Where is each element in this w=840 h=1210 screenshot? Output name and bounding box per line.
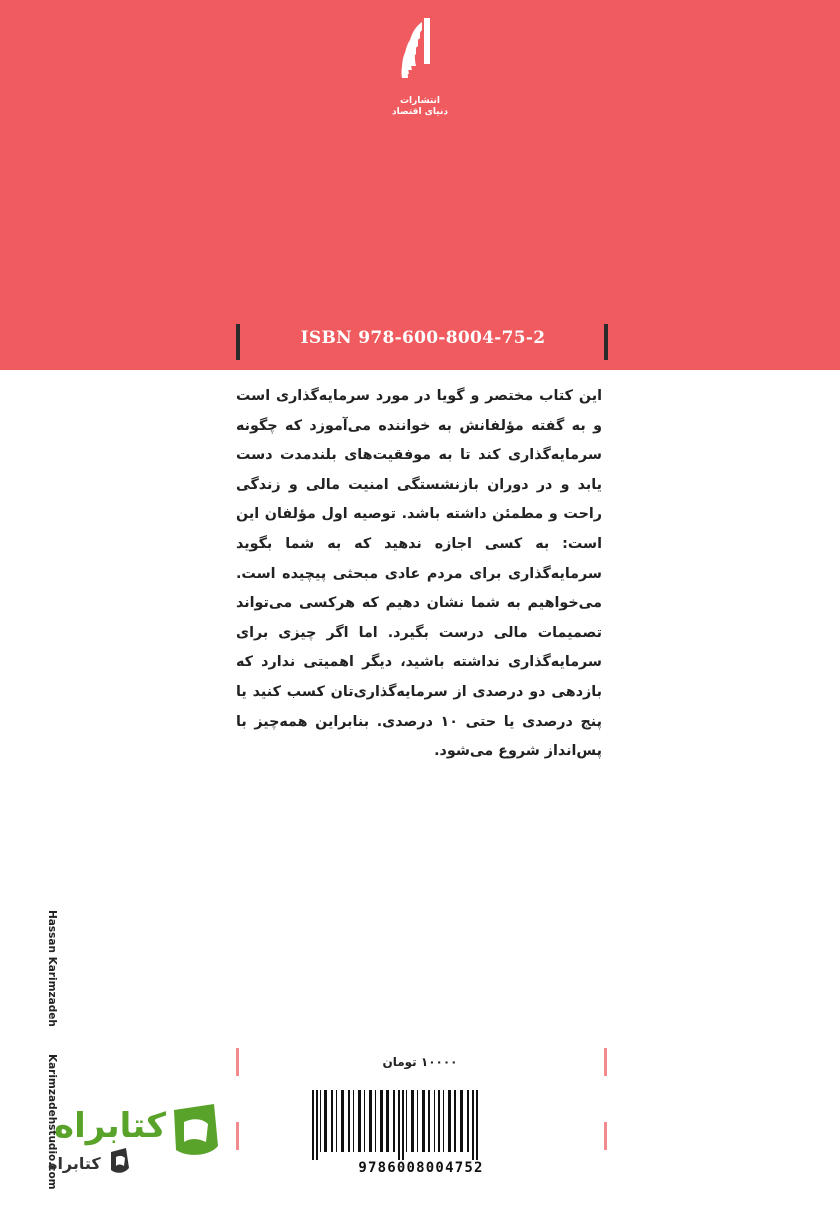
small-book-icon: [108, 1146, 132, 1176]
barcode-divider-left: [236, 1122, 239, 1150]
barcode-bar: [375, 1090, 376, 1152]
barcode-bar: [454, 1090, 456, 1152]
barcode-bar: [341, 1090, 344, 1152]
publisher-name: [370, 96, 470, 118]
isbn-divider-left: [236, 324, 240, 360]
watermark-brand: کتابراه: [54, 1106, 167, 1146]
barcode-bar: [417, 1090, 418, 1152]
barcode-bar: [320, 1090, 321, 1152]
barcode-bar: [336, 1090, 337, 1152]
publisher-name-line1: انتشارات: [400, 96, 440, 106]
price-divider-right: [604, 1048, 607, 1076]
barcode-bar: [364, 1090, 365, 1152]
isbn-text: ISBN 978-600-8004-75-2: [300, 328, 546, 348]
barcode-bar: [472, 1090, 474, 1160]
barcode-bar: [353, 1090, 354, 1152]
designer-url: Karimzadehstudio.com: [46, 1053, 58, 1190]
barcode-bar: [467, 1090, 469, 1152]
price-divider-left: [236, 1048, 239, 1076]
barcode-bar: [380, 1090, 383, 1152]
barcode-bar: [324, 1090, 327, 1152]
book-description: [236, 382, 602, 767]
description-paragraph: این کتاب مختصر و گویا در مورد سرمایه‌گذاری است و به گفته مؤلفانش به خواننده می‌آموزد که چگونه سرمایه‌گذاری کند تا به موفقیت‌های بلندمدت دست یابد و در دوران بازنشستگی امنیت مالی و زندگی راحت و مطمئن داشته باشد. توصیه اول مؤلفان این است: به کسی اجازه ندهید که به شما بگوید سرمایه‌گذاری برای مردم عادی مبحثی پیچیده است. می‌خواهیم به شما نشان دهیم که هرکسی می‌تواند تصمیمات مالی درست بگیرد. اما اگر چیزی برای سرمایه‌گذاری نداشته باشید، دیگر اهمیتی ندارد که بازدهی دو درصدی از سرمایه‌گذاری‌تان کسب کنید یا پنج درصدی یا حتی ۱۰ درصدی. بنابراین همه‌چیز با پس‌انداز شروع می‌شود.: [236, 388, 602, 760]
barcode-bar: [411, 1090, 414, 1152]
leaf-book-icon: [166, 1100, 226, 1160]
barcode-bar: [448, 1090, 451, 1152]
barcode-bar: [438, 1090, 440, 1152]
barcode-bar: [393, 1090, 395, 1152]
publisher-name-line2: دنیای اقتصاد: [392, 107, 448, 117]
barcode: [310, 1090, 532, 1160]
barcode-bar: [460, 1090, 463, 1152]
designer-name: Hassan Karimzadeh: [46, 910, 58, 1027]
barcode-bar: [316, 1090, 318, 1160]
barcode-bar: [386, 1090, 389, 1152]
barcode-bar: [348, 1090, 350, 1152]
barcode-bar: [422, 1090, 425, 1152]
barcode-bar: [358, 1090, 361, 1152]
barcode-bar: [398, 1090, 400, 1160]
barcode-bar: [406, 1090, 407, 1152]
barcode-bar: [312, 1090, 314, 1160]
barcode-number: 9786008004752: [358, 1160, 484, 1176]
watermark-brand-small: کتابراه: [48, 1154, 101, 1173]
barcode-bar: [369, 1090, 372, 1152]
barcode-bar: [476, 1090, 478, 1160]
barcode-bar: [331, 1090, 333, 1152]
barcode-bar: [434, 1090, 435, 1152]
price-label: ۱۰۰۰۰ تومان: [382, 1055, 458, 1069]
watermark: [18, 1090, 218, 1190]
barcode-bar: [428, 1090, 430, 1152]
isbn-divider-right: [604, 324, 608, 360]
barcode-divider-right: [604, 1122, 607, 1150]
barcode-bar: [402, 1090, 404, 1160]
barcode-bar: [443, 1090, 444, 1152]
